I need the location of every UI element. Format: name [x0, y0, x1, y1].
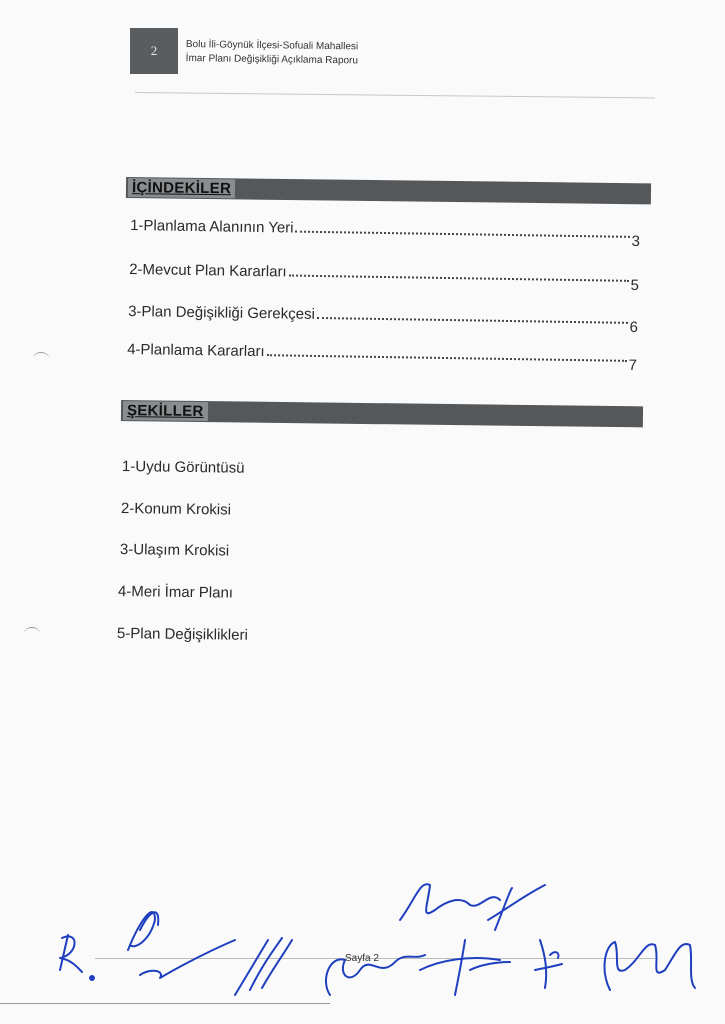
toc-entry-label: 1-Planlama Alanının Yeri: [130, 217, 294, 237]
figures-section-bar: [121, 400, 643, 427]
toc-leader-dots: [317, 317, 628, 324]
toc-entry-page: 6: [629, 318, 639, 337]
header-line-2: İmar Planı Değişikliği Açıklama Raporu: [185, 52, 359, 67]
toc-section-bar: [126, 177, 651, 204]
signature-7: [535, 940, 562, 988]
toc-entry-label: 2-Mevcut Plan Kararları: [129, 261, 287, 281]
toc-entry-label: 4-Planlama Kararları: [127, 341, 265, 361]
toc-title: İÇİNDEKİLER: [128, 178, 235, 198]
toc-leader-dots: [295, 231, 629, 238]
figure-list-item: 1-Uydu Görüntüsü: [121, 458, 245, 477]
toc-entry: [130, 212, 641, 251]
signature-5: [400, 884, 545, 930]
figures-title: ŞEKİLLER: [123, 401, 208, 421]
signature-1: [60, 935, 94, 980]
figure-list-item: 2-Konum Krokisi: [120, 500, 232, 519]
punch-hole-mark: [24, 627, 40, 640]
page-number-badge: [130, 28, 178, 74]
signature-2: [128, 912, 235, 978]
toc-entry: [128, 298, 639, 337]
signatures-image: [0, 860, 725, 1010]
signature-4: [326, 955, 425, 995]
toc-entry-label: 3-Plan Değişikliği Gerekçesi: [128, 303, 315, 323]
punch-hole-mark: [33, 352, 49, 365]
toc-entry-page: 7: [628, 356, 638, 375]
figure-list-item: 4-Meri İmar Planı: [117, 583, 234, 602]
toc-entry-page: 3: [631, 232, 641, 251]
toc-entry: [129, 256, 640, 295]
toc-entry-page: 5: [630, 276, 640, 295]
figure-list-item: 5-Plan Değişiklikleri: [116, 625, 248, 644]
signature-3: [235, 938, 292, 995]
toc-entry: [127, 336, 638, 375]
toc-leader-dots: [267, 354, 627, 362]
signature-8: [605, 942, 695, 990]
header-divider: [135, 92, 655, 98]
report-header: [186, 38, 359, 68]
footer-page-number: Sayfa 2: [345, 953, 379, 964]
toc-leader-dots: [289, 275, 629, 282]
header-line-1: Bolu İli-Göynük İlçesi-Sofuali Mahallesi: [185, 38, 359, 53]
page-number: 2: [150, 43, 158, 58]
signature-6: [420, 940, 510, 995]
figure-list-item: 3-Ulaşım Krokisi: [119, 541, 230, 560]
